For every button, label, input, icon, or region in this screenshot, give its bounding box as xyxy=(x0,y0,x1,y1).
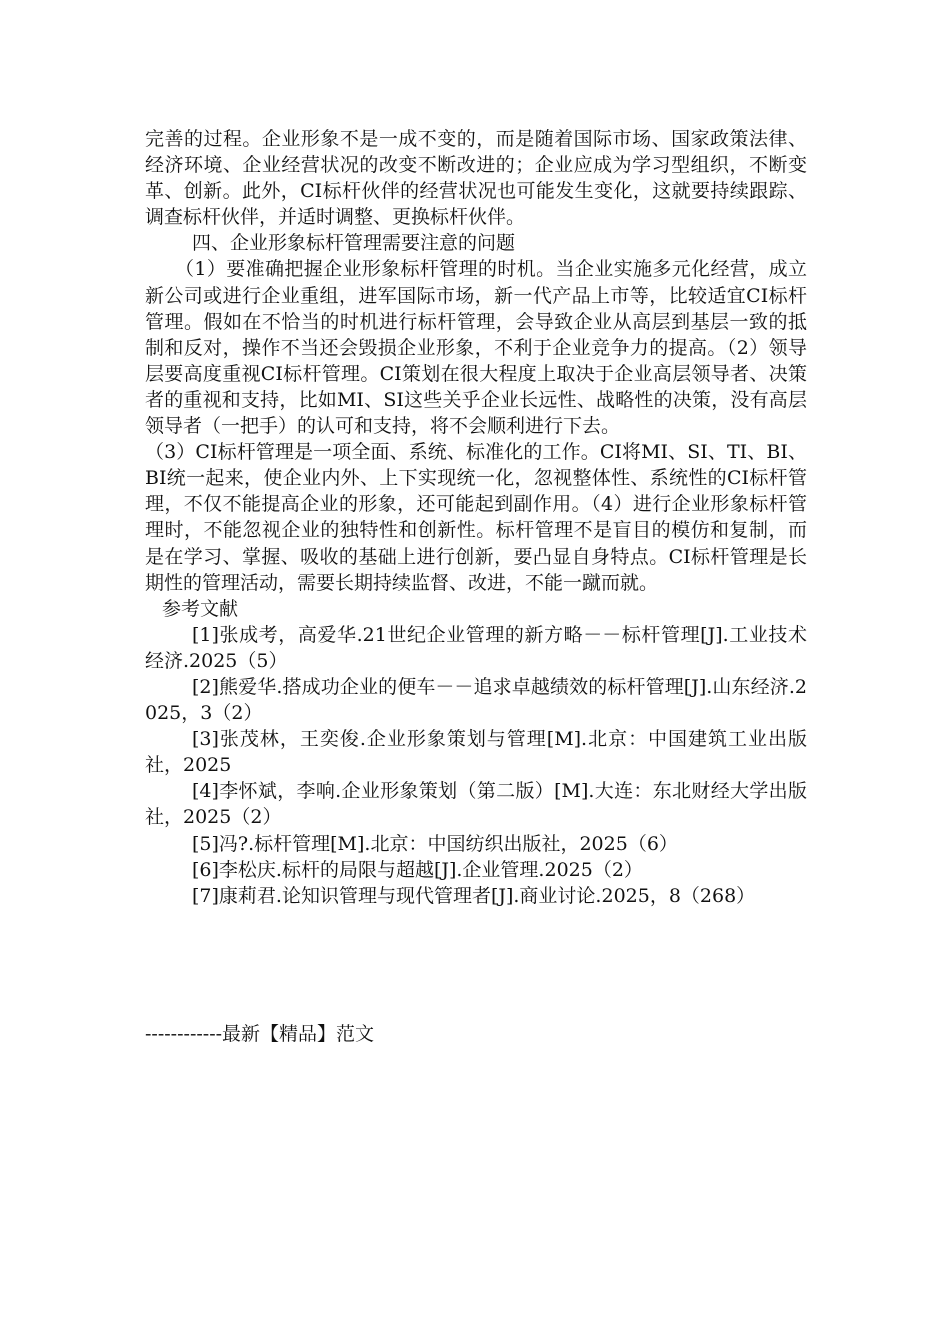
reference-list xyxy=(145,622,807,909)
document-body xyxy=(145,126,807,909)
reference-item: [5]冯?.标杆管理[M].北京：中国纺织出版社，2025（6） xyxy=(192,832,678,855)
section-heading: 四、企业形象标杆管理需要注意的问题 xyxy=(192,232,516,255)
footer-text: ------------最新【精品】范文 xyxy=(145,1023,375,1045)
reference-item: [2]熊爱华.搭成功企业的便车－－追求卓越绩效的标杆管理[J].山东经济.2025，3（2） xyxy=(145,675,807,725)
references-heading: 参考文献 xyxy=(162,597,239,620)
paragraph-intro: 完善的过程。企业形象不是一成不变的，而是随着国际市场、国家政策法律、经济环境、企业经营状况的改变不断改进的；企业应成为学习型组织，不断变革、创新。此外，CI标杆伙伴的经营状况也可能发生变化，这就要持续跟踪、调查标杆伙伴，并适时调整、更换标杆伙伴。 xyxy=(145,128,807,229)
paragraph-issues-1: （1）要准确把握企业形象标杆管理的时机。当企业实施多元化经营，成立新公司或进行企业重组，进军国际市场，新一代产品上市等，比较适宜CI标杆管理。假如在不恰当的时机进行标杆管理，会导致企业从高层到基层一致的抵制和反对，操作不当还会毁损企业形象，不利于企业竞争力的提高。（2）领导层要高度重视CI标杆管理。CI策划在很大程度上取决于企业高层领导者、决策者的重视和支持，比如MI、SI这些关乎企业长远性、战略性的决策，没有高层领导者（一把手）的认可和支持，将不会顺利进行下去。 xyxy=(145,258,807,438)
reference-item: [1]张成考，高爱华.21世纪企业管理的新方略－－标杆管理[J].工业技术经济.2025（5） xyxy=(145,623,807,672)
paragraph-issues-2: （3）CI标杆管理是一项全面、系统、标准化的工作。CI将MI、SI、TI、BI、BI统一起来，使企业内外、上下实现统一化，忽视整体性、系统性的CI标杆管理，不仅不能提高企业的形象，还可能起到副作用。（4）进行企业形象标杆管理时，不能忽视企业的独特性和创新性。标杆管理不是盲目的模仿和复制，而是在学习、掌握、吸收的基础上进行创新，要凸显自身特点。CI标杆管理是长期性的管理活动，需要长期持续监督、改进，不能一蹴而就。 xyxy=(145,441,807,594)
reference-item: [6]李松庆.标杆的局限与超越[J].企业管理.2025（2） xyxy=(192,858,643,881)
reference-item: [7]康莉君.论知识管理与现代管理者[J].商业讨论.2025，8（268） xyxy=(192,884,756,907)
reference-item: [4]李怀斌，李响.企业形象策划（第二版）[M].大连：东北财经大学出版社，2025（2） xyxy=(145,780,807,829)
reference-item: [3]张茂林，王奕俊.企业形象策划与管理[M].北京：中国建筑工业出版社，2025 xyxy=(145,728,807,777)
